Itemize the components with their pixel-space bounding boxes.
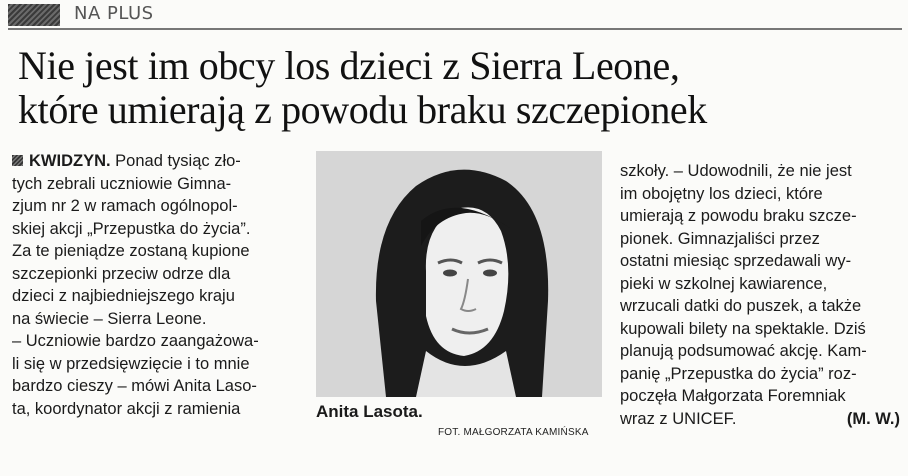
headline-line-1: Nie jest im obcy los dzieci z Sierra Leone, (18, 43, 680, 88)
article-line (620, 408, 900, 431)
section-marker (8, 4, 60, 26)
article-line: na świecie – Sierra Leone. (12, 309, 207, 328)
portrait-illustration (316, 151, 602, 397)
article-line: szczepionki przeciw odrze dla (12, 264, 231, 283)
article-line: umierają z powodu braku szcze- (620, 207, 857, 225)
article-line (12, 150, 302, 173)
article-column-left (12, 150, 302, 420)
headline-line-2: które umierają z powodu braku szczepionek (18, 87, 707, 132)
bullet-square-icon (12, 155, 23, 166)
article-line: pionek. Gimnazjaliści przez (620, 229, 820, 248)
section-rule (8, 28, 902, 30)
article-text: wraz z UNICEF. (620, 409, 737, 428)
article-line: dzieci z najbiedniejszego kraju (12, 287, 235, 305)
photo-credit: FOT. MAŁGORZATA KAMIŃSKA (438, 427, 589, 438)
article-line: Za te pieniądze zostaną kupione (12, 242, 250, 260)
article-line: tych zebrali uczniowie Gimna- (12, 174, 232, 193)
article-column-right (620, 160, 900, 430)
photo-caption-name: Anita Lasota. (316, 402, 423, 421)
article-line: im obojętny los dzieci, które (620, 184, 823, 203)
dateline: KWIDZYN. (29, 152, 111, 170)
section-header (8, 4, 902, 26)
article-line: planują podsumować akcję. Kam- (620, 342, 867, 360)
article-line: ostatni miesiąc sprzedawali wy- (620, 252, 852, 270)
author-signature: (M. W.) (846, 409, 900, 428)
article-line: szkoły. – Udowodnili, że nie jest (620, 162, 852, 180)
portrait-photo (316, 151, 602, 397)
article-line: – Uczniowie bardzo zaangażowa- (12, 332, 259, 350)
article-line: poczęła Małgorzata Foremniak (620, 387, 846, 405)
article-text: Ponad tysiąc zło- (110, 152, 241, 170)
article-line: panię „Przepustka do życia” roz- (620, 364, 857, 383)
section-label: NA PLUS (74, 3, 154, 24)
article-line: wrzucali datki do puszek, a także (620, 297, 862, 315)
article-line: li się w przedsięwzięcie i to mnie (12, 354, 250, 373)
article-line: zjum nr 2 w ramach ogólnopol- (12, 197, 238, 215)
article-line: bardzo cieszy – mówi Anita Laso- (12, 377, 257, 395)
article-line: ta, koordynator akcji z ramienia (12, 399, 241, 418)
article-line: pieki w szkolnej kawiarence, (620, 274, 828, 293)
article-line: kupowali bilety na spektakle. Dziś (620, 319, 866, 338)
article-line: skiej akcji „Przepustka do życia”. (12, 219, 251, 238)
headline (18, 44, 898, 132)
